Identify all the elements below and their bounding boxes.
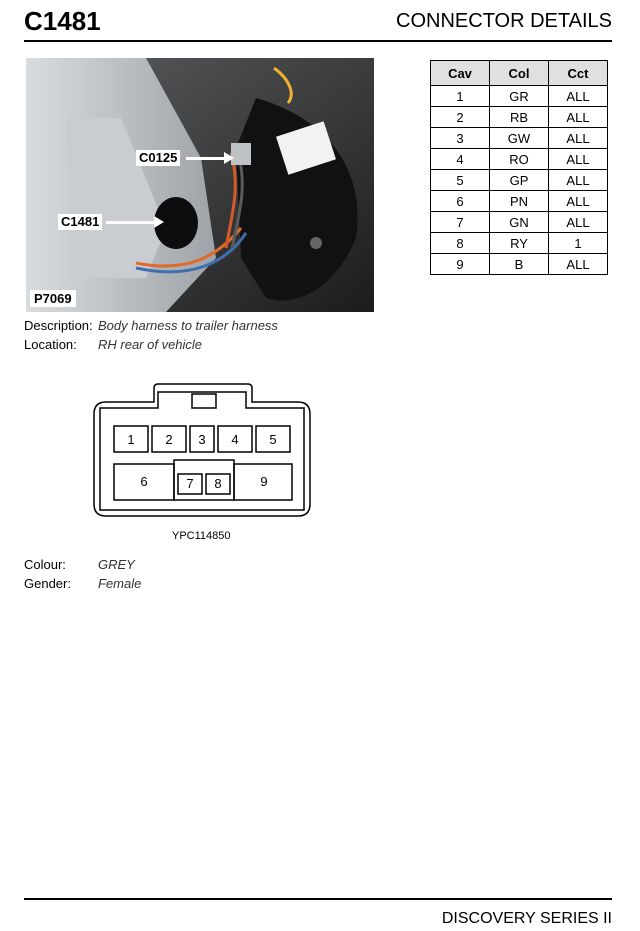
gender-label: Gender:	[24, 576, 71, 591]
cav-cell: 7	[431, 212, 490, 233]
table-row	[431, 107, 608, 128]
connector-outline	[92, 380, 316, 520]
cavity-label: 2	[165, 432, 173, 447]
arrow-head-icon	[154, 216, 164, 228]
table-row	[431, 191, 608, 212]
cav-cell: 5	[431, 170, 490, 191]
col-cell: PN	[490, 191, 549, 212]
callout-c1481-line	[106, 221, 156, 224]
cav-cell: 4	[431, 149, 490, 170]
table-row	[431, 86, 608, 107]
cavity-label: 1	[127, 432, 135, 447]
table-row	[431, 233, 608, 254]
table-row	[431, 170, 608, 191]
arrow-head-icon	[224, 152, 234, 164]
cavity-label: 3	[198, 432, 206, 447]
cavity-label: 6	[140, 474, 148, 489]
callout-c1481: C1481	[58, 214, 102, 230]
description-label: Description:	[24, 318, 93, 333]
table-row	[431, 254, 608, 275]
col-cell: RY	[490, 233, 549, 254]
table-row	[431, 212, 608, 233]
column-header: Col	[490, 61, 549, 86]
cct-cell: ALL	[549, 107, 608, 128]
cavity-table	[430, 60, 608, 275]
callout-c0125: C0125	[136, 150, 180, 166]
connector-part-number: YPC114850	[172, 530, 231, 542]
description-row	[24, 318, 278, 333]
table-row	[431, 128, 608, 149]
cct-cell: ALL	[549, 86, 608, 107]
cavity-label: 7	[186, 476, 194, 491]
location-label: Location:	[24, 337, 77, 352]
column-header: Cct	[549, 61, 608, 86]
cct-cell: ALL	[549, 254, 608, 275]
cct-cell: ALL	[549, 170, 608, 191]
connector-face-diagram	[92, 380, 316, 525]
gender-row	[24, 576, 141, 591]
vehicle-photo-illustration	[26, 58, 374, 312]
footer-title: DISCOVERY SERIES II	[441, 910, 612, 927]
connector-code: C1481	[24, 6, 101, 36]
table-header-row	[431, 61, 608, 86]
location-row	[24, 337, 202, 352]
cav-cell: 1	[431, 86, 490, 107]
cavity-label: 8	[214, 476, 222, 491]
page-title: CONNECTOR DETAILS	[396, 10, 612, 32]
colour-label: Colour:	[24, 557, 66, 572]
gender-value: Female	[98, 576, 142, 591]
colour-row	[24, 557, 135, 572]
cav-cell: 8	[431, 233, 490, 254]
col-cell: RB	[490, 107, 549, 128]
cavity-label: 4	[231, 432, 239, 447]
description-value: Body harness to trailer harness	[98, 318, 278, 333]
cct-cell: ALL	[549, 212, 608, 233]
col-cell: GW	[490, 128, 549, 149]
cct-cell: ALL	[549, 191, 608, 212]
cct-cell: ALL	[549, 149, 608, 170]
colour-value: GREY	[98, 557, 135, 572]
col-cell: RO	[490, 149, 549, 170]
col-cell: GP	[490, 170, 549, 191]
table-row	[431, 149, 608, 170]
col-cell: GR	[490, 86, 549, 107]
cav-cell: 2	[431, 107, 490, 128]
cct-cell: 1	[549, 233, 608, 254]
cav-cell: 3	[431, 128, 490, 149]
col-cell: B	[490, 254, 549, 275]
callout-c0125-line	[186, 157, 226, 160]
location-photo	[26, 58, 374, 312]
header-rule	[24, 40, 612, 42]
cavity-label: 5	[269, 432, 277, 447]
cavity-label: 9	[260, 474, 268, 489]
col-cell: GN	[490, 212, 549, 233]
photo-reference: P7069	[30, 290, 76, 307]
cct-cell: ALL	[549, 128, 608, 149]
cav-cell: 9	[431, 254, 490, 275]
location-value: RH rear of vehicle	[98, 337, 203, 352]
cav-cell: 6	[431, 191, 490, 212]
footer-rule	[24, 898, 612, 900]
column-header: Cav	[431, 61, 490, 86]
